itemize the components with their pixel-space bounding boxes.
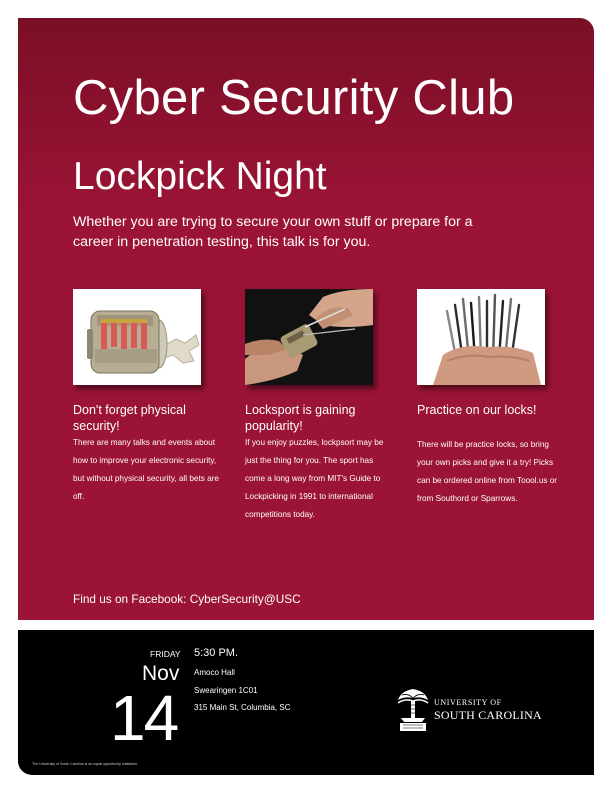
location-address: 315 Main St, Columbia, SC xyxy=(194,703,291,712)
facebook-link[interactable]: Find us on Facebook: CyberSecurity@USC xyxy=(73,592,301,606)
lockpick-set-photo xyxy=(417,289,545,385)
flyer-main-panel xyxy=(18,18,594,620)
hands-picking-lock-photo xyxy=(245,289,373,385)
event-day: FRIDAY xyxy=(150,649,181,659)
club-title: Cyber Security Club xyxy=(73,71,515,125)
column-3-heading: Practice on our locks! xyxy=(417,403,537,417)
university-label-top: UNIVERSITY OF xyxy=(434,698,502,707)
location-room: Swearingen 1C01 xyxy=(194,686,258,695)
event-time: 5:30 PM. xyxy=(194,647,239,659)
column-1-body: There are many talks and events about how to improve your electronic security, but without physical security, all bets are off. xyxy=(73,438,219,501)
column-2-body: If you enjoy puzzles, lockpsort may be just the thing for you. The sport has come a long way from MIT's Guide to Lockpicking in 1991 to international competitions today. xyxy=(245,438,384,519)
lock-cylinder-photo xyxy=(73,289,201,385)
event-details-panel xyxy=(18,630,594,775)
event-date: 14 xyxy=(110,682,178,754)
column-3-body: There will be practice locks, so bring your own picks and give it a try! Picks can be ordered online from Toool.us or from Southord or Sparrows. xyxy=(417,440,558,503)
university-logo xyxy=(396,687,561,732)
column-1-heading: Don't forget physical security! xyxy=(73,403,186,433)
location-hall: Amoco Hall xyxy=(194,668,235,677)
event-month: Nov xyxy=(142,662,180,685)
intro-text: Whether you are trying to secure your own stuff or prepare for a career in penetration testing, this talk is for you. xyxy=(73,214,473,250)
university-label-main: SOUTH CAROLINA xyxy=(434,708,542,722)
column-2-heading: Locksport is gaining popularity! xyxy=(245,403,356,433)
equal-opportunity-notice: The University of South Carolina is an equal opportunity institution. xyxy=(32,762,139,766)
palmetto-icon xyxy=(396,687,430,732)
event-title: Lockpick Night xyxy=(73,155,327,198)
